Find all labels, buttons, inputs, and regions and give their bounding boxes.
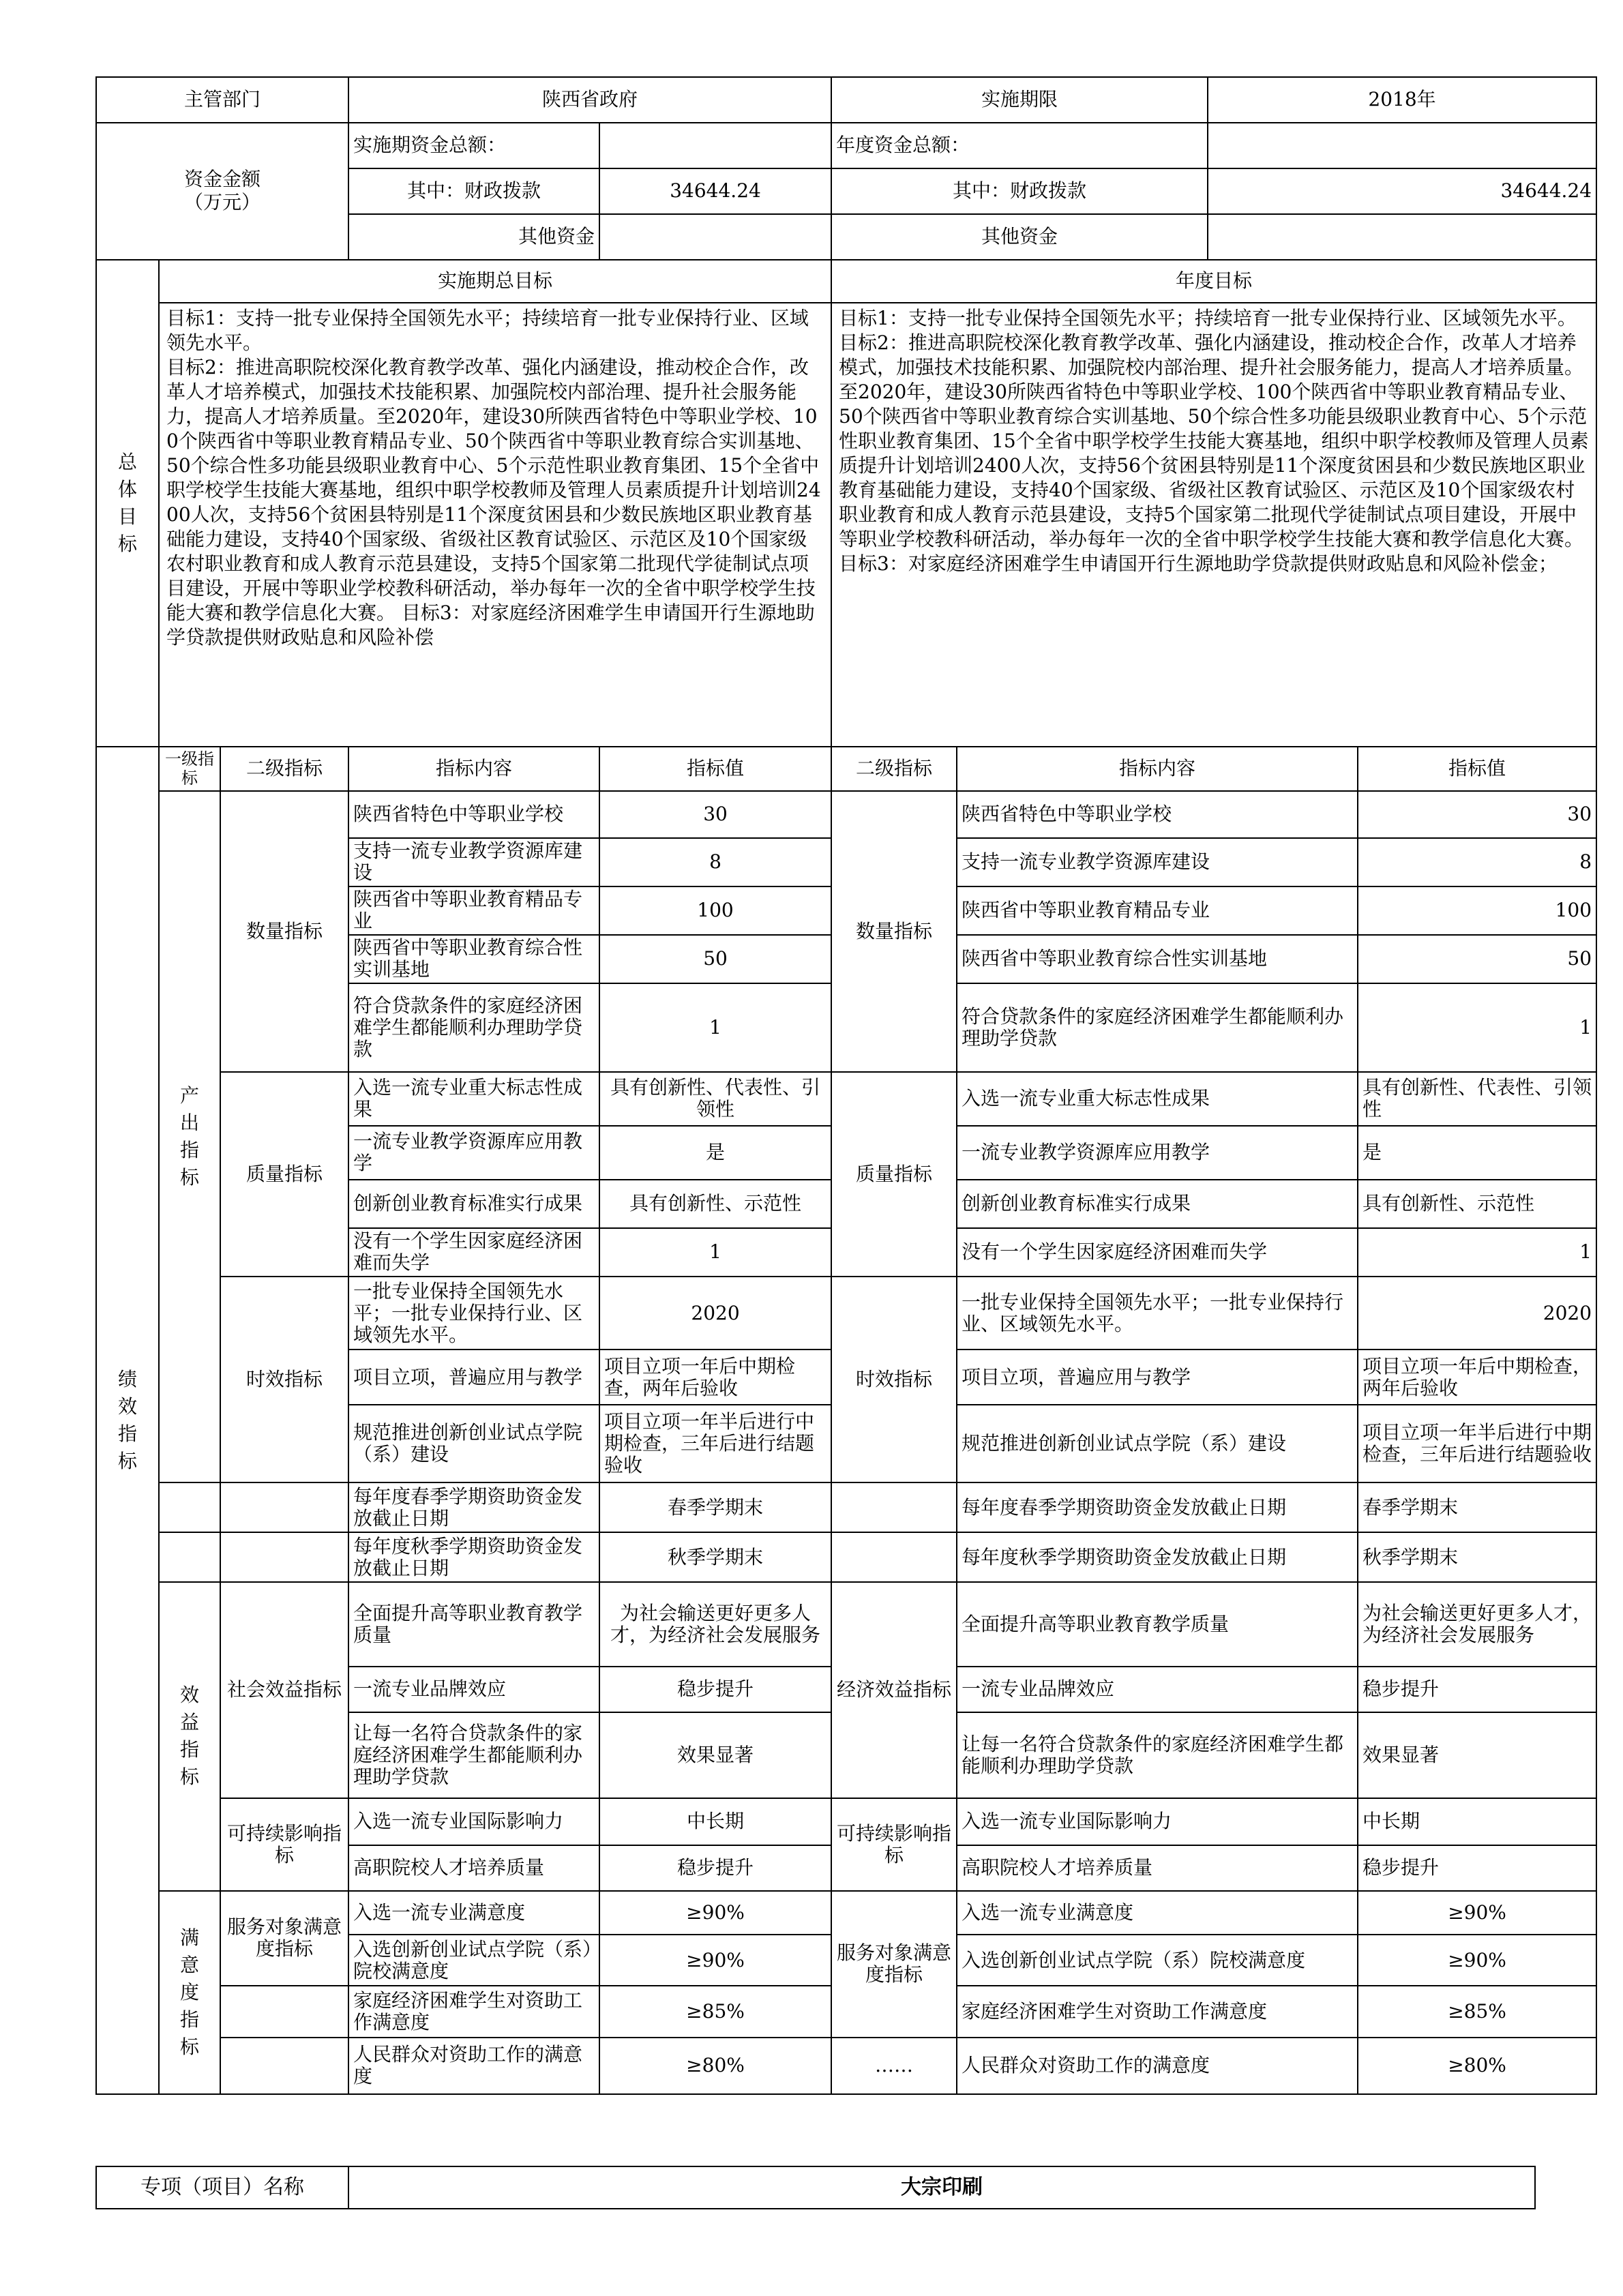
service-value-right: ≥85%	[1358, 1986, 1596, 2037]
total-year-value	[1208, 123, 1596, 168]
value-header-left: 指标值	[599, 747, 831, 791]
performance-goal-table	[95, 76, 1597, 2095]
service-value-right: ≥80%	[1358, 2038, 1596, 2094]
dept-label: 主管部门	[96, 77, 348, 123]
quantity-label-left: 数量指标	[220, 791, 348, 1072]
social-value-left: 稳步提升	[599, 1667, 831, 1712]
quantity-label-right: 数量指标	[831, 791, 957, 1072]
quality-value-left: 具有创新性、示范性	[599, 1180, 831, 1228]
quantity-value-left: 8	[599, 838, 831, 886]
quantity-value-left: 30	[599, 791, 831, 838]
project-label: 专项（项目）名称	[96, 2166, 348, 2209]
level2-header-right: 二级指标	[831, 747, 957, 791]
goals-year-text: 目标1：支持一批专业保持全国领先水平；持续培育一批专业保持行业、区域领先水平。 目标2：推进高职院校深化教育教学改革、强化内涵建设，推动校企合作，改革人才培养模式，加强技术技能积累、加强院校内部治理、提升社会服务能力，提高人才培养质量。至2020年，建设30所陕西省特色中等职业学校、100个陕西省中等职业教育精品专业、50个陕西省中等职业教育综合实训基地、50个综合性多功能县级职业教育中心、5个示范性职业教育集团、15个全省中职学校学生技能大赛基地，组织中职学校教师及管理人员素质提升计划培训2400人次，支持56个贫困县特别是11个深度贫困县和少数民族地区职业教育基础能力建设，支持40个国家级、省级社区教育试验区、示范区及10个国家级农村职业教育和成人教育示范县建设，支持5个国家第二批现代学徒制试点项目建设，开展中等职业学校教科研活动，举办每年一次的全省中职学校学生技能大赛和教学信息化大赛。 目标3：对家庭经济困难学生申请国开行生源地助学贷款提供财政贴息和风险补偿金；	[831, 303, 1596, 747]
service-content-left: 入选一流专业满意度	[348, 1891, 599, 1935]
sustain-label-left: 可持续影响指标	[220, 1798, 348, 1891]
perf-label: 绩效指标	[96, 747, 159, 2094]
quality-value-left: 是	[599, 1126, 831, 1180]
social-label: 社会效益指标	[220, 1582, 348, 1798]
quantity-value-right: 1	[1358, 983, 1596, 1072]
quality-label-right: 质量指标	[831, 1072, 957, 1277]
quantity-content-left: 陕西省中等职业教育综合性实训基地	[348, 935, 599, 983]
ellipsis-cell: ……	[831, 2038, 957, 2094]
service-content-left: 家庭经济困难学生对资助工作满意度	[348, 1986, 599, 2037]
content-header-right: 指标内容	[957, 747, 1358, 791]
social-value-right: 效果显著	[1358, 1712, 1596, 1798]
service-label-right: 服务对象满意度指标	[831, 1891, 957, 2038]
quantity-value-right: 30	[1358, 791, 1596, 838]
sustain-content-left: 高职院校人才培养质量	[348, 1845, 599, 1891]
content-header-left: 指标内容	[348, 747, 599, 791]
quantity-content-right: 陕西省中等职业教育综合性实训基地	[957, 935, 1358, 983]
quantity-content-right: 陕西省特色中等职业学校	[957, 791, 1358, 838]
service-value-right: ≥90%	[1358, 1935, 1596, 1986]
service-value-left: ≥80%	[599, 2038, 831, 2094]
quantity-content-right: 支持一流专业教学资源库建设	[957, 838, 1358, 886]
quantity-content-left: 支持一流专业教学资源库建设	[348, 838, 599, 886]
total-period-label: 实施期资金总额：	[348, 123, 599, 168]
goals-year-header: 年度目标	[831, 260, 1596, 303]
other-year-value	[1208, 214, 1596, 260]
benefit-label: 效益指标	[159, 1582, 220, 1890]
level1-header: 一级指标	[159, 747, 220, 791]
sustain-value-right: 中长期	[1358, 1798, 1596, 1845]
other-year-label: 其他资金	[831, 214, 1208, 260]
table-row	[96, 1891, 1596, 1935]
sustain-value-left: 中长期	[599, 1798, 831, 1845]
service-content-right: 家庭经济困难学生对资助工作满意度	[957, 1986, 1358, 2037]
dept-value: 陕西省政府	[348, 77, 831, 123]
service-content-left: 入选创新创业试点学院（系）院校满意度	[348, 1935, 599, 1986]
extra-content-left: 每年度秋季学期资助资金发放截止日期	[348, 1532, 599, 1582]
fiscal-period-label: 其中：财政拨款	[348, 168, 599, 214]
quality-value-right: 具有创新性、示范性	[1358, 1180, 1596, 1228]
social-value-right: 为社会输送更好更多人才，为经济社会发展服务	[1358, 1582, 1596, 1667]
time-value-right: 2020	[1358, 1277, 1596, 1350]
quantity-content-right: 陕西省中等职业教育精品专业	[957, 886, 1358, 935]
quantity-value-left: 1	[599, 983, 831, 1072]
quality-value-left: 1	[599, 1228, 831, 1277]
period-label: 实施期限	[831, 77, 1208, 123]
quantity-value-right: 50	[1358, 935, 1596, 983]
sustain-value-left: 稳步提升	[599, 1845, 831, 1891]
fiscal-year-value: 34644.24	[1208, 168, 1596, 214]
time-value-right: 项目立项一年后中期检查，两年后验收	[1358, 1350, 1596, 1405]
goals-label: 总体目标	[96, 260, 159, 747]
extra-content-right: 每年度春季学期资助资金发放截止日期	[957, 1482, 1358, 1532]
satisfaction-label: 满意度指标	[159, 1891, 220, 2095]
time-content-right: 一批专业保持全国领先水平；一批专业保持行业、区域领先水平。	[957, 1277, 1358, 1350]
service-value-left: ≥90%	[599, 1891, 831, 1935]
service-content-right: 人民群众对资助工作的满意度	[957, 2038, 1358, 2094]
quality-value-right: 是	[1358, 1126, 1596, 1180]
quantity-value-right: 8	[1358, 838, 1596, 886]
quality-content-left: 入选一流专业重大标志性成果	[348, 1072, 599, 1126]
time-content-left: 项目立项，普遍应用与教学	[348, 1350, 599, 1405]
quality-content-left: 一流专业教学资源库应用教学	[348, 1126, 599, 1180]
period-value: 2018年	[1208, 77, 1596, 123]
quality-value-left: 具有创新性、代表性、引领性	[599, 1072, 831, 1126]
quality-value-right: 1	[1358, 1228, 1596, 1277]
extra-value-right: 春季学期末	[1358, 1482, 1596, 1532]
time-content-left: 规范推进创新创业试点学院（系）建设	[348, 1405, 599, 1482]
table-row	[96, 2038, 1596, 2094]
social-value-left: 效果显著	[599, 1712, 831, 1798]
total-year-label: 年度资金总额：	[831, 123, 1208, 168]
table-row	[96, 1277, 1596, 1350]
value-header-right: 指标值	[1358, 747, 1596, 791]
time-content-right: 规范推进创新创业试点学院（系）建设	[957, 1405, 1358, 1482]
sustain-label-right: 可持续影响指标	[831, 1798, 957, 1891]
quality-content-right: 一流专业教学资源库应用教学	[957, 1126, 1358, 1180]
sustain-content-right: 入选一流专业国际影响力	[957, 1798, 1358, 1845]
extra-value-left: 秋季学期末	[599, 1532, 831, 1582]
quality-content-right: 没有一个学生因家庭经济困难而失学	[957, 1228, 1358, 1277]
goals-period-header: 实施期总目标	[159, 260, 831, 303]
quantity-value-left: 50	[599, 935, 831, 983]
service-content-right: 入选创新创业试点学院（系）院校满意度	[957, 1935, 1358, 1986]
extra-content-left: 每年度春季学期资助资金发放截止日期	[348, 1482, 599, 1532]
service-label-left: 服务对象满意度指标	[220, 1891, 348, 1986]
time-content-left: 一批专业保持全国领先水平；一批专业保持行业、区域领先水平。	[348, 1277, 599, 1350]
social-content-left: 全面提升高等职业教育教学质量	[348, 1582, 599, 1667]
other-period-value	[599, 214, 831, 260]
fiscal-period-value: 34644.24	[599, 168, 831, 214]
quantity-content-left: 符合贷款条件的家庭经济困难学生都能顺利办理助学贷款	[348, 983, 599, 1072]
time-value-left: 项目立项一年半后进行中期检查，三年后进行结题验收	[599, 1405, 831, 1482]
sustain-content-right: 高职院校人才培养质量	[957, 1845, 1358, 1891]
time-label-right: 时效指标	[831, 1277, 957, 1482]
quantity-content-left: 陕西省中等职业教育精品专业	[348, 886, 599, 935]
other-period-label: 其他资金	[348, 214, 599, 260]
economic-label: 经济效益指标	[831, 1582, 957, 1798]
quality-content-left: 创新创业教育标准实行成果	[348, 1180, 599, 1228]
time-label-left: 时效指标	[220, 1277, 348, 1482]
project-value: 大宗印刷	[348, 2166, 1535, 2209]
quantity-content-right: 符合贷款条件的家庭经济困难学生都能顺利办理助学贷款	[957, 983, 1358, 1072]
quantity-value-left: 100	[599, 886, 831, 935]
table-row	[96, 1482, 1596, 1532]
extra-content-right: 每年度秋季学期资助资金发放截止日期	[957, 1532, 1358, 1582]
level2-header-left: 二级指标	[220, 747, 348, 791]
quality-value-right: 具有创新性、代表性、引领性	[1358, 1072, 1596, 1126]
time-value-left: 2020	[599, 1277, 831, 1350]
service-value-right: ≥90%	[1358, 1891, 1596, 1935]
project-name-table	[95, 2166, 1536, 2209]
extra-value-left: 春季学期末	[599, 1482, 831, 1532]
table-row	[96, 1072, 1596, 1126]
quality-label-left: 质量指标	[220, 1072, 348, 1277]
sustain-content-left: 入选一流专业国际影响力	[348, 1798, 599, 1845]
time-content-right: 项目立项，普遍应用与教学	[957, 1350, 1358, 1405]
quality-content-right: 创新创业教育标准实行成果	[957, 1180, 1358, 1228]
table-row	[96, 1532, 1596, 1582]
fiscal-year-label: 其中：财政拨款	[831, 168, 1208, 214]
service-value-left: ≥85%	[599, 1986, 831, 2037]
social-content-left: 一流专业品牌效应	[348, 1667, 599, 1712]
time-value-right: 项目立项一年半后进行中期检查，三年后进行结题验收	[1358, 1405, 1596, 1482]
social-value-right: 稳步提升	[1358, 1667, 1596, 1712]
output-label: 产出指标	[159, 791, 220, 1482]
social-content-left: 让每一名符合贷款条件的家庭经济困难学生都能顺利办理助学贷款	[348, 1712, 599, 1798]
goals-period-text: 目标1：支持一批专业保持全国领先水平；持续培育一批专业保持行业、区域领先水平。 目标2：推进高职院校深化教育教学改革、强化内涵建设，推动校企合作，改革人才培养模式，加强技术技能积累、加强院校内部治理、提升社会服务能力，提高人才培养质量。至2020年，建设30所陕西省特色中等职业学校、100个陕西省中等职业教育精品专业、50个陕西省中等职业教育综合实训基地、50个综合性多功能县级职业教育中心、5个示范性职业教育集团、15个全省中职学校学生技能大赛基地，组织中职学校教师及管理人员素质提升计划培训2400人次，支持56个贫困县特别是11个深度贫困县和少数民族地区职业教育基础能力建设，支持40个国家级、省级社区教育试验区、示范区及10个国家级农村职业教育和成人教育示范县建设，支持5个国家第二批现代学徒制试点项目建设，开展中等职业学校教科研活动，举办每年一次的全省中职学校学生技能大赛和教学信息化大赛。 目标3：对家庭经济困难学生申请国开行生源地助学贷款提供财政贴息和风险补偿	[159, 303, 831, 747]
total-period-value	[599, 123, 831, 168]
service-content-right: 入选一流专业满意度	[957, 1891, 1358, 1935]
social-content-right: 全面提升高等职业教育教学质量	[957, 1582, 1358, 1667]
table-row	[96, 1582, 1596, 1667]
quality-content-left: 没有一个学生因家庭经济困难而失学	[348, 1228, 599, 1277]
service-value-left: ≥90%	[599, 1935, 831, 1986]
quantity-value-right: 100	[1358, 886, 1596, 935]
table-row	[96, 791, 1596, 838]
sustain-value-right: 稳步提升	[1358, 1845, 1596, 1891]
quality-content-right: 入选一流专业重大标志性成果	[957, 1072, 1358, 1126]
social-content-right: 一流专业品牌效应	[957, 1667, 1358, 1712]
table-row	[96, 1798, 1596, 1845]
quantity-content-left: 陕西省特色中等职业学校	[348, 791, 599, 838]
service-content-left: 人民群众对资助工作的满意度	[348, 2038, 599, 2094]
time-value-left: 项目立项一年后中期检查，两年后验收	[599, 1350, 831, 1405]
extra-value-right: 秋季学期末	[1358, 1532, 1596, 1582]
social-content-right: 让每一名符合贷款条件的家庭经济困难学生都能顺利办理助学贷款	[957, 1712, 1358, 1798]
funds-label: 资金金额 （万元）	[96, 123, 348, 260]
social-value-left: 为社会输送更好更多人才，为经济社会发展服务	[599, 1582, 831, 1667]
